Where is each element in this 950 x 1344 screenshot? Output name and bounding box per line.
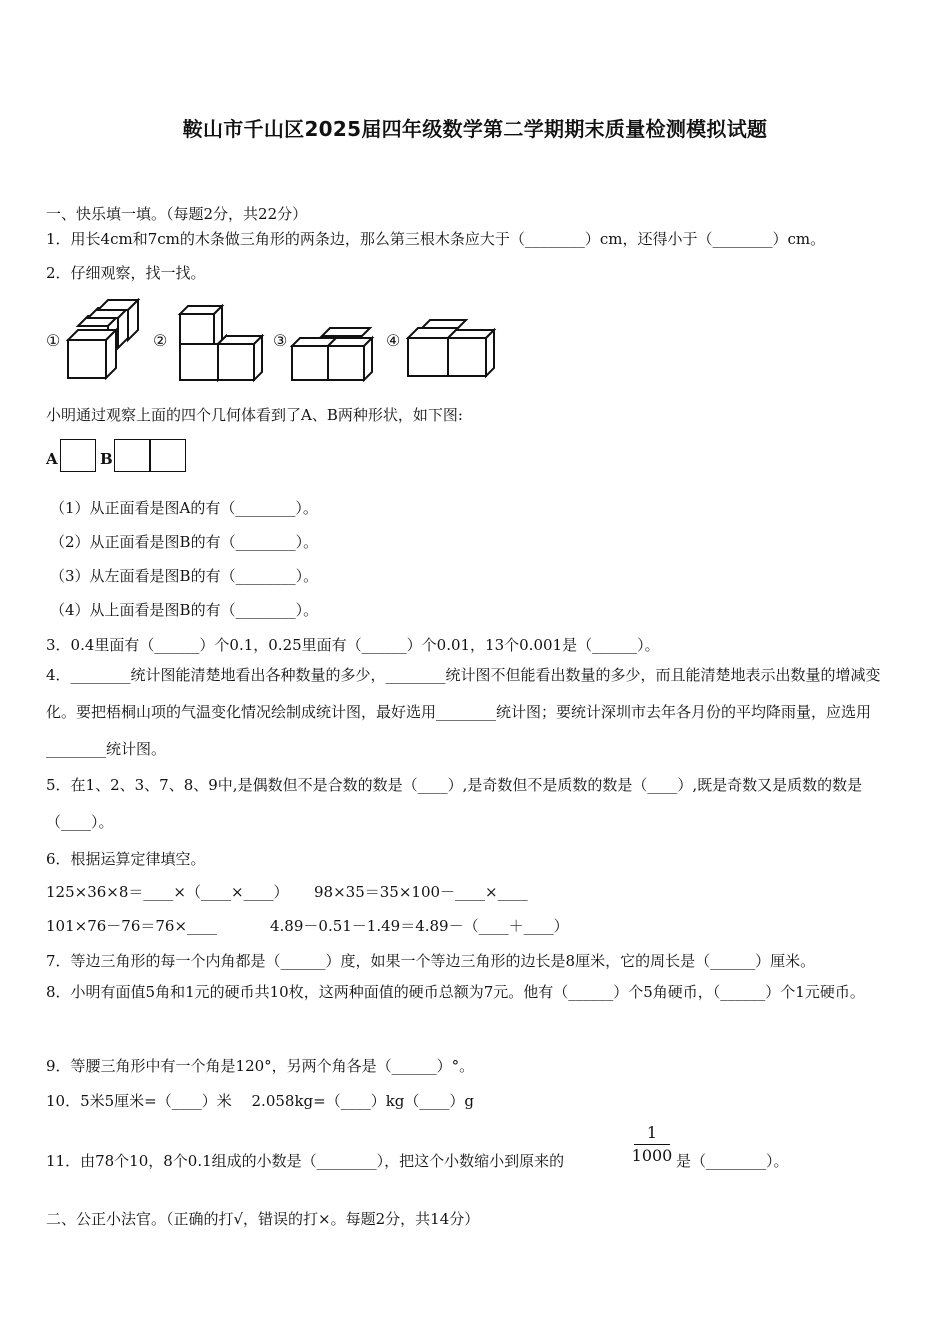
cube-figure-3 <box>290 322 380 384</box>
question-6-c: 101×76－76＝76×____ <box>46 917 218 935</box>
fraction-numerator: 1 <box>646 1123 658 1142</box>
question-5: 5．在1、2、3、7、8、9中,是偶数但不是合数的数是（____）,是奇数但不是质数的数是（____）,既是奇数又是质数的数是（____）。 <box>46 776 863 831</box>
question-6-b: 98×35＝35×100－____×____ <box>314 883 528 901</box>
shape-b-square-left <box>114 439 150 472</box>
figure-label-2: ② <box>153 331 168 350</box>
question-2-intro: 小明通过观察上面的四个几何体看到了A、B两种形状，如下图: <box>46 406 463 424</box>
question-6: 6．根据运算定律填空。 <box>46 850 206 868</box>
section-1-heading: 一、快乐填一填。（每题2分，共22分） <box>46 205 308 223</box>
question-2-part-4: （4）从上面看是图B的有（________）。 <box>50 601 319 619</box>
question-11-part-b: 是（________）。 <box>676 1152 789 1170</box>
shape-a-label: A <box>46 450 58 468</box>
fraction-bar <box>634 1144 670 1145</box>
question-3: 3．0.4里面有（______）个0.1，0.25里面有（______）个0.01，13个0.001是（______）。 <box>46 636 660 654</box>
shape-a-square <box>60 439 96 472</box>
question-6-a: 125×36×8＝____×（____×____） <box>46 883 289 901</box>
question-7: 7．等边三角形的每一个内角都是（______）度，如果一个等边三角形的边长是8厘米，它的周长是（______）厘米。 <box>46 952 816 970</box>
figure-label-1: ① <box>46 331 61 350</box>
question-4: 4．________统计图能清楚地看出各种数量的多少，________统计图不但能看出数量的多少，而且能清楚地表示出数量的增减变化。要把梧桐山项的气温变化情况绘制成统计图，最好选用________统计图；要统计深圳市去年各月份的平均降雨量，应选用________统计图。 <box>46 666 881 758</box>
fraction-denominator: 1000 <box>631 1146 673 1165</box>
question-2-part-1: （1）从正面看是图A的有（________）。 <box>50 499 318 517</box>
question-1: 1．用长4cm和7cm的木条做三角形的两条边，那么第三根木条应大于（________）cm，还得小于（________）cm。 <box>46 230 826 248</box>
cube-figure-4 <box>404 316 500 382</box>
question-8: 8．小明有面值5角和1元的硬币共10枚，这两种面值的硬币总额为7元。他有（______）个5角硬币，（______）个1元硬币。 <box>46 983 865 1001</box>
cube-figure-1 <box>66 298 156 384</box>
figure-label-4: ④ <box>386 331 401 350</box>
fraction-one-thousandth <box>630 1124 674 1165</box>
figure-label-3: ③ <box>273 331 288 350</box>
cube-figure-2 <box>176 302 266 384</box>
question-9: 9．等腰三角形中有一个角是120°，另两个角各是（______）°。 <box>46 1057 475 1075</box>
question-2-part-2: （2）从正面看是图B的有（________）。 <box>50 533 319 551</box>
question-2: 2．仔细观察，找一找。 <box>46 264 206 282</box>
page-title: 鞍山市千山区2025届四年级数学第二学期期末质量检测模拟试题 <box>182 117 768 141</box>
question-6-d: 4.89－0.51－1.49＝4.89－（____＋____） <box>270 917 569 935</box>
question-11-part-a: 11．由78个10，8个0.1组成的小数是（________），把这个小数缩小到原来的 <box>46 1152 565 1170</box>
shape-b-square-right <box>150 439 186 472</box>
question-10: 10．5米5厘米=（____）米 2.058kg=（____）kg（____）g <box>46 1092 475 1110</box>
shape-b-label: B <box>100 450 113 468</box>
section-2-heading: 二、公正小法官。（正确的打√，错误的打×。每题2分，共14分） <box>46 1210 480 1228</box>
question-2-part-3: （3）从左面看是图B的有（________）。 <box>50 567 319 585</box>
